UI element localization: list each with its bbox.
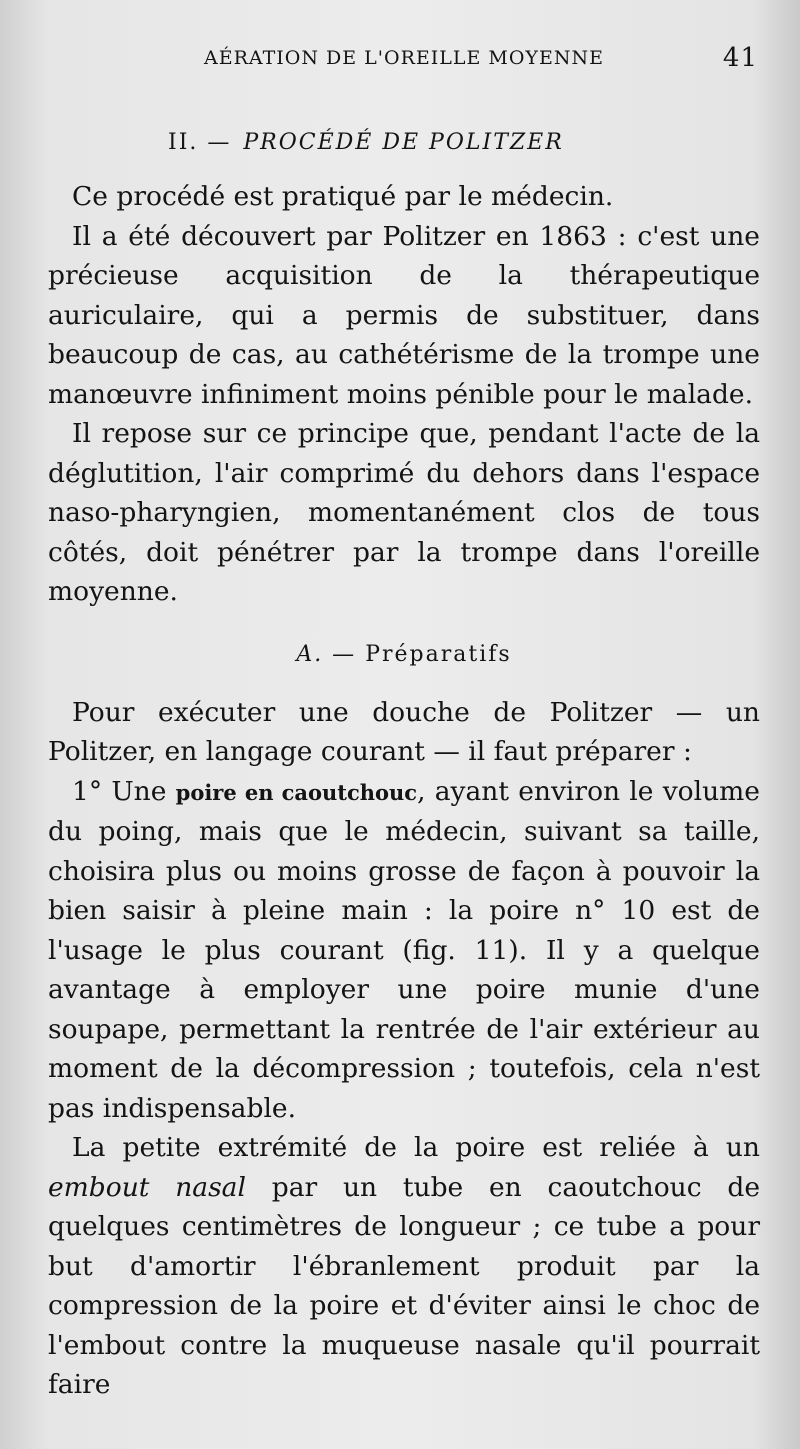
p6-start: La petite extrémité de la poire est reliée à un <box>72 1132 760 1163</box>
paragraph-4: Pour exécuter une douche de Politzer — un Politzer, en langage courant — il faut préparer : <box>48 696 760 767</box>
paragraph-5 <box>48 772 760 1129</box>
subsection-letter: A. — <box>296 641 357 667</box>
running-header <box>48 36 760 80</box>
p5-start: 1° Une <box>72 775 167 807</box>
p6-rest: par un tube en caoutchouc de quelques centimètres de longueur ; ce tube a pour but d'amortir l'ébranlement produit par la compression de la poire et d'éviter ainsi le choc de l'embout contre la muqueuse nasale qu'il pourrait faire <box>48 1171 761 1400</box>
term-embout: embout nasal <box>48 1171 246 1203</box>
paragraph-6 <box>48 1128 760 1405</box>
subsection-heading <box>48 642 760 667</box>
p5-rest: , ayant environ le volume du poing, mais que le médecin, suivant sa taille, choisira plus ou moins grosse de façon à pouvoir la bien saisir à pleine main : la poire n° 10 est de l'usage le plus courant (fig. 11). Il y a quelque avantage à employer une poire munie d'une soupape, permettant la rentrée de l'air extérieur au moment de la décompression ; toutefois, cela n'est pas indispensable. <box>48 775 760 1124</box>
section-heading <box>48 130 760 155</box>
running-title: AÉRATION DE L'OREILLE MOYENNE <box>204 47 604 69</box>
subsection-title: Préparatifs <box>365 641 512 667</box>
page-number: 41 <box>722 43 758 73</box>
paragraph-3: Il repose sur ce principe que, pendant l'acte de la déglutition, l'air comprimé du dehors dans l'espace naso-pharyngien, momentanément clos de tous côtés, doit pénétrer par la trompe dans l'oreille moyenne. <box>48 418 760 607</box>
section-number: II. — <box>168 130 232 155</box>
section-title: PROCÉDÉ DE POLITZER <box>243 130 564 155</box>
paragraph-1: Ce procédé est pratiqué par le médecin. <box>72 181 614 212</box>
paragraph-2: Il a été découvert par Politzer en 1863 : c'est une précieuse acquisition de la thérapeutique auriculaire, qui a permis de substituer, dans beaucoup de cas, au cathétérisme de la trompe une manœuvre infiniment moins pénible pour le malade. <box>48 220 760 410</box>
term-poire: poire en caoutchouc <box>175 779 418 805</box>
